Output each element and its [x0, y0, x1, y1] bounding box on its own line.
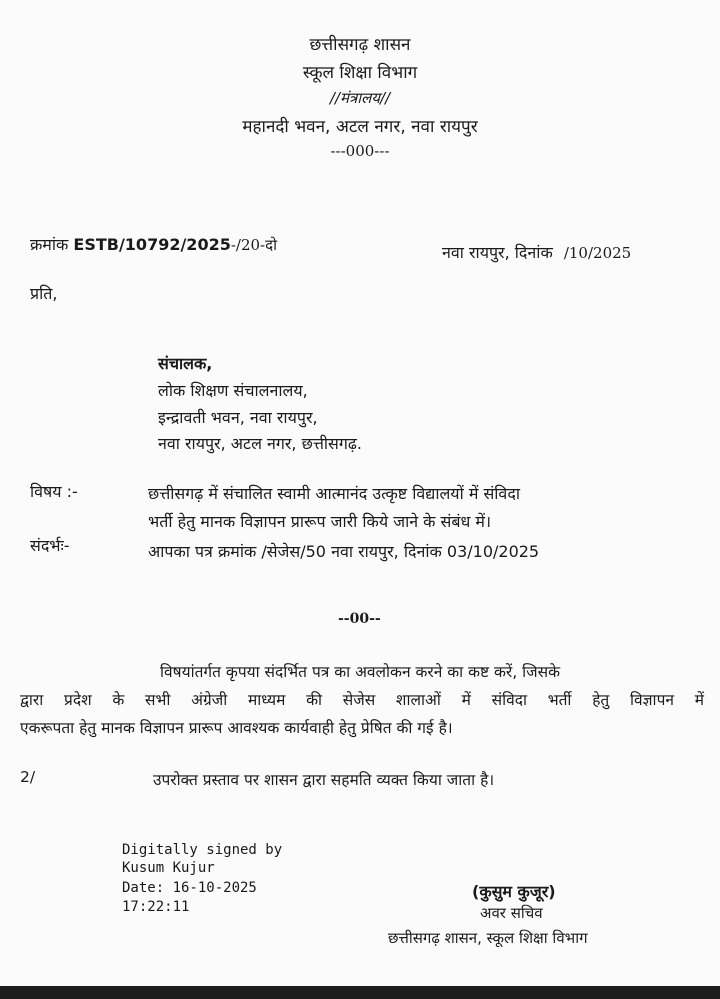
letter-number	[30, 233, 277, 255]
letter-number-label: क्रमांक	[30, 235, 69, 254]
signatory-name: (कुसुम कुजूर)	[472, 882, 556, 901]
screen-bottom-bar	[0, 986, 720, 999]
to-prefix: प्रति,	[30, 284, 58, 303]
letter-place-date	[442, 241, 631, 263]
body-para2: उपरोक्त प्रस्ताव पर शासन द्वारा सहमति व्यक्त किया जाता है।	[153, 771, 495, 789]
header-separator: ---000---	[330, 142, 390, 160]
addressee-line-2: लोक शिक्षण संचालनालय,	[158, 381, 308, 400]
header-department: स्कूल शिक्षा विभाग	[302, 63, 418, 83]
addressee-line-4: नवा रायपुर, अटल नगर, छत्तीसगढ़.	[158, 434, 362, 453]
subject-label: विषय :-	[30, 482, 78, 501]
reference-label: संदर्भः-	[30, 536, 70, 555]
addressee-line-3: इन्द्रावती भवन, नवा रायपुर,	[158, 408, 318, 427]
section-divider: --00--	[338, 611, 381, 627]
addressee-line-1: संचालक,	[158, 354, 213, 373]
letter-number-suffix: -/20-दो	[230, 236, 277, 254]
signatory-designation: अवर सचिव	[480, 904, 543, 922]
header-government: छत्तीसगढ़ शासन	[309, 35, 411, 55]
body-para1-line2: द्वारा प्रदेश के सभी अंग्रेजी माध्यम की सेजेस शालाओं में संविदा भर्ती हेतु विज्ञापन में	[20, 691, 704, 709]
letter-number-value: ESTB/10792/2025	[73, 235, 231, 254]
place-date-label: नवा रायपुर, दिनांक	[442, 243, 553, 262]
body-para1-line1: विषयांतर्गत कृपया संदर्भित पत्र का अवलोकन करने का कष्ट करें, जिसके	[160, 663, 560, 681]
digital-signature-line-4: 17:22:11	[122, 899, 190, 915]
signatory-office: छत्तीसगढ़ शासन, स्कूल शिक्षा विभाग	[388, 929, 588, 947]
digital-signature-line-3: Date: 16-10-2025	[122, 880, 257, 896]
subject-line-2: भर्ती हेतु मानक विज्ञापन प्रारूप जारी किये जाने के संबंध में।	[148, 512, 492, 531]
digital-signature-line-2: Kusum Kujur	[122, 860, 215, 876]
point-number: 2/	[20, 768, 36, 786]
subject-line-1: छत्तीसगढ़ में संचालित स्वामी आत्मानंद उत्कृष्ट विद्यालयों में संविदा	[148, 484, 520, 503]
body-para1-line3: एकरूपता हेतु मानक विज्ञापन प्रारूप आवश्यक कार्यवाही हेतु प्रेषित की गई है।	[20, 719, 453, 737]
header-ministry: //मंत्रालय//	[329, 89, 391, 107]
letter-date: /10/2025	[563, 244, 632, 262]
reference-text: आपका पत्र क्रमांक /सेजेस/50 नवा रायपुर, दिनांक 03/10/2025	[148, 542, 540, 561]
digital-signature-line-1: Digitally signed by	[122, 842, 283, 858]
header-address: महानदी भवन, अटल नगर, नवा रायपुर	[242, 117, 478, 137]
